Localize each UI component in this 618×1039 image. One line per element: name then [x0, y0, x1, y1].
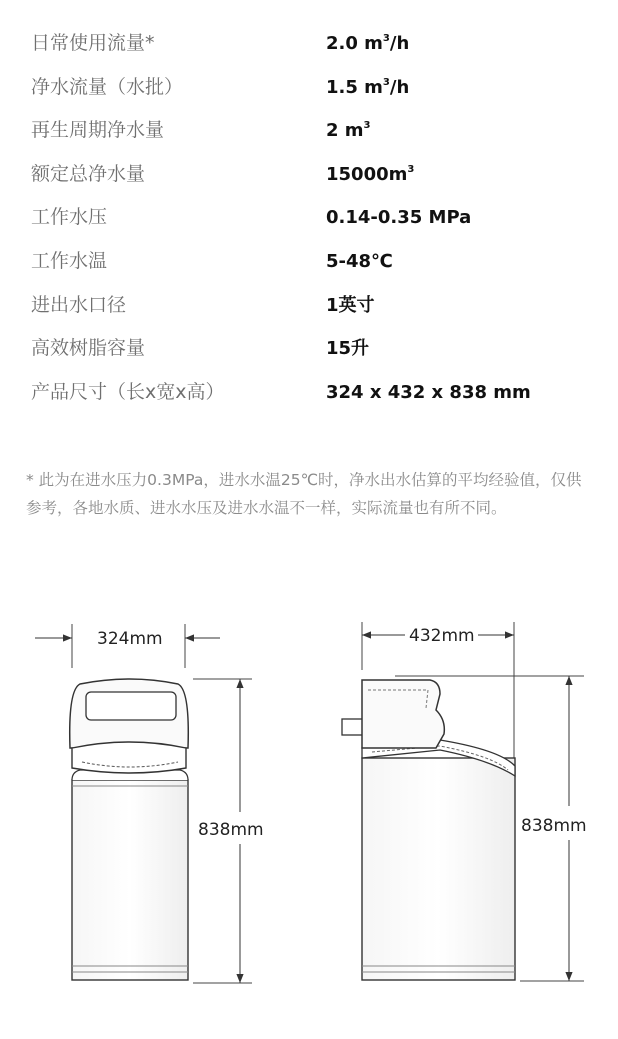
spec-label: 额定总净水量	[31, 162, 146, 185]
side-view	[342, 622, 587, 981]
side-width-label: 432mm	[409, 626, 475, 646]
dimension-diagram	[0, 600, 618, 1039]
spec-label: 进出水口径	[31, 293, 127, 316]
spec-label: 再生周期净水量	[31, 119, 165, 142]
spec-label: 日常使用流量*	[31, 32, 155, 54]
spec-value: 5-48℃	[326, 250, 393, 272]
spec-row	[0, 371, 618, 415]
spec-row	[0, 196, 618, 240]
spec-row	[0, 240, 618, 284]
spec-label: 工作水压	[31, 206, 108, 229]
spec-label: 工作水温	[31, 249, 108, 272]
front-view	[35, 624, 264, 983]
spec-label: 净水流量（水批）	[31, 75, 184, 98]
spec-row	[0, 327, 618, 371]
spec-row	[0, 153, 618, 197]
spec-row	[0, 66, 618, 110]
spec-value: 15升	[326, 338, 370, 360]
spec-table	[0, 22, 618, 414]
side-height-label: 838mm	[521, 816, 587, 836]
spec-value: 324 x 432 x 838 mm	[326, 381, 531, 403]
spec-row	[0, 284, 618, 328]
spec-value: 2.0 $m^3/h$	[326, 33, 410, 54]
front-width-label: 324mm	[97, 629, 163, 649]
spec-row	[0, 109, 618, 153]
front-height-label: 838mm	[198, 820, 264, 840]
spec-value: 0.14-0.35 MPa	[326, 207, 472, 229]
spec-label: 产品尺寸（长x宽x高）	[31, 380, 225, 403]
spec-value: 1英寸	[326, 294, 375, 316]
spec-value: 2 $m^3$	[326, 120, 371, 142]
footnote: * 此为在进水压力0.3MPa，进水水温25℃时，净水出水估算的平均经验值，仅供参考，各地水质、进水水压及进水水温不一样，实际流量也有所不同。	[26, 471, 582, 517]
spec-value: 1.5 $m^3/h$	[326, 76, 410, 98]
spec-label: 高效树脂容量	[31, 337, 146, 360]
spec-value: $15000m^3$	[326, 163, 415, 185]
spec-row	[0, 22, 618, 66]
